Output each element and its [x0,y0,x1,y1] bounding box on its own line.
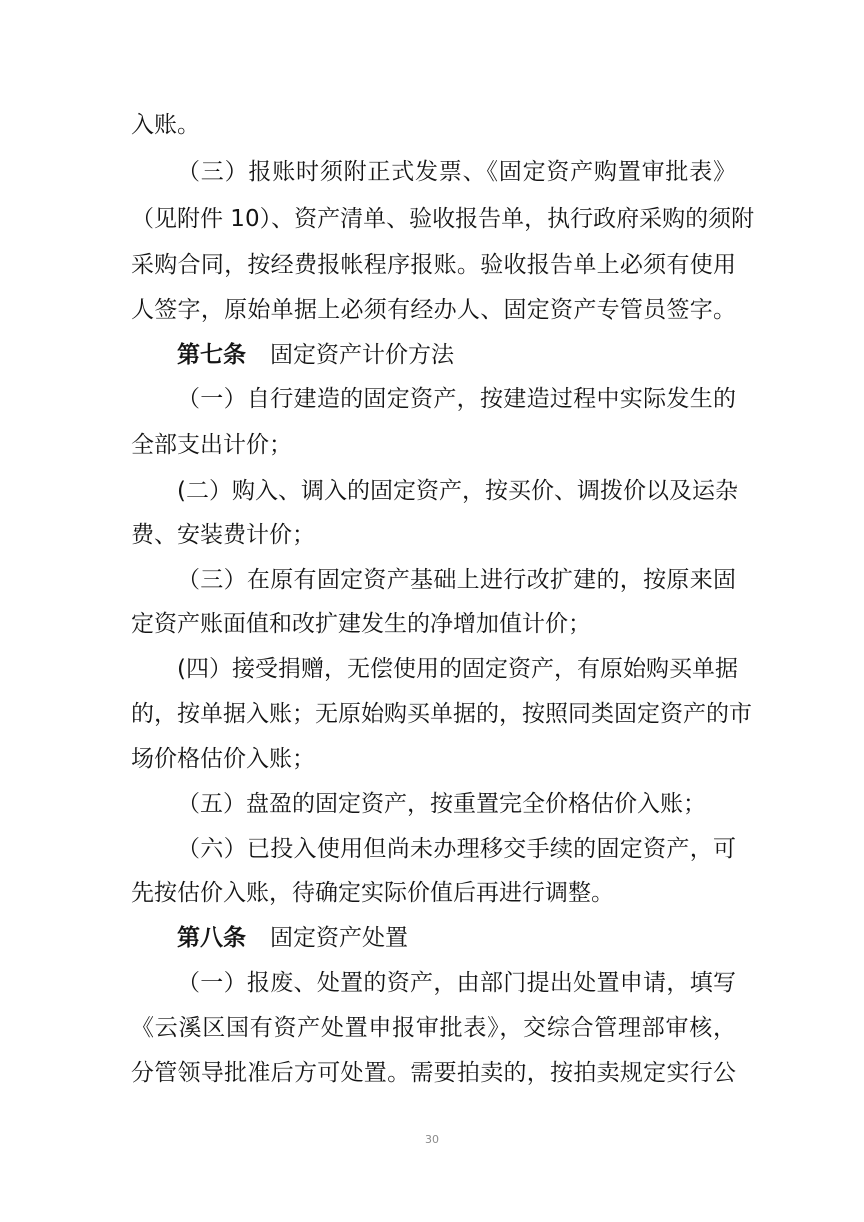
text-line: 场价格估价入账； [131,746,315,772]
text-line: 费、安装费计价； [131,522,315,548]
text-line: （一）报废、处置的资产，由部门提出处置申请，填写 [177,970,736,996]
text-line: 《云溪区国有资产处置申报审批表》，交综合管理部审核， [131,1015,736,1041]
article-title: 固定资产处置 [270,925,408,951]
text-line: （六）已投入使用但尚未办理移交手续的固定资产，可 [177,836,736,862]
text-line: 定资产账面值和改扩建发生的净增加值计价； [131,611,591,637]
text-line: 全部支出计价； [131,432,292,458]
page-number: 30 [425,1133,439,1146]
text-line: 入账。 [131,112,200,138]
text-line: (四）接受捐赠，无偿使用的固定资产，有原始购买单据 [177,656,738,682]
text-line: (二）购入、调入的固定资产，按买价、调拨价以及运杂 [177,478,738,504]
text-line: 采购合同，按经费报帐程序报账。验收报告单上必须有使用 [131,252,736,278]
article-number: 第七条 [177,342,246,368]
text-line: （三）在原有固定资产基础上进行改扩建的，按原来固 [177,567,736,593]
article-number: 第八条 [177,925,246,951]
text-line: 的，按单据入账；无原始购买单据的，按照同类固定资产的市 [131,701,752,727]
text-line: （一）自行建造的固定资产，按建造过程中实际发生的 [177,386,736,412]
text-line: 人签字，原始单据上必须有经办人、固定资产专管员签字。 [131,297,736,323]
text-line: （三）报账时须附正式发票、《固定资产购置审批表》 [177,159,736,185]
article-title: 固定资产计价方法 [270,342,454,368]
text-line: 先按估价入账，待确定实际价值后再进行调整。 [131,880,614,906]
text-line: （五）盘盈的固定资产，按重置完全价格估价入账； [177,791,706,817]
article-heading [177,340,736,370]
article-heading [177,923,736,953]
text-line: （见附件 10）、资产清单、验收报告单，执行政府采购的须附 [131,206,755,232]
text-line: 分管领导批准后方可处置。需要拍卖的，按拍卖规定实行公 [131,1060,736,1086]
